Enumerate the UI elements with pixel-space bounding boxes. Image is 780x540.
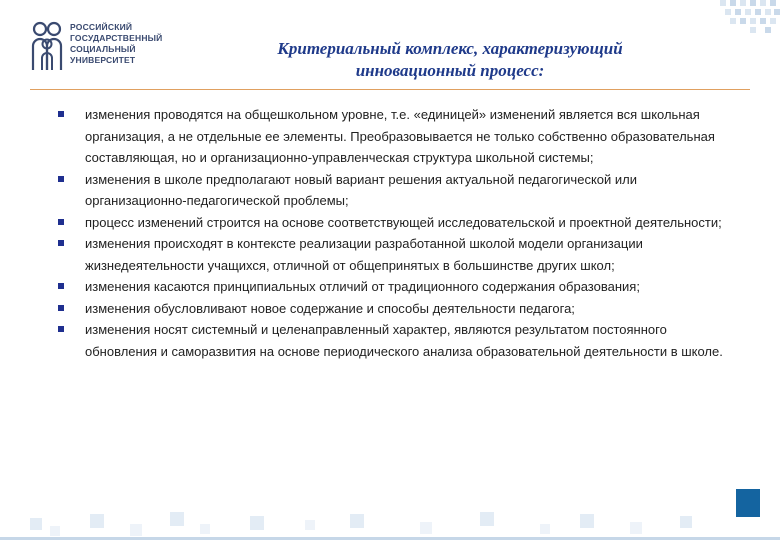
list-item bbox=[58, 233, 728, 276]
university-logo bbox=[30, 18, 170, 76]
decorative-pixel-pattern bbox=[720, 0, 780, 34]
logo-line-3: СОЦИАЛЬНЫЙ bbox=[70, 44, 136, 54]
square-bullet-icon bbox=[58, 219, 64, 225]
logo-line-4: УНИВЕРСИТЕТ bbox=[70, 55, 136, 65]
square-bullet-icon bbox=[58, 305, 64, 311]
square-bullet-icon bbox=[58, 283, 64, 289]
list-item-text: изменения обусловливают новое содержание и способы деятельности педагога; bbox=[85, 300, 575, 316]
university-name bbox=[70, 22, 190, 66]
list-item-text: изменения касаются принципиальных отличий от традиционного содержания образования; bbox=[85, 279, 640, 294]
logo-line-2: ГОСУДАРСТВЕННЫЙ bbox=[70, 33, 163, 43]
list-item-text: изменения проводятся на общешкольном уровне, т.е. «единицей» изменений является вся школьная организация, а не отдельные ее элементы. Преобразовывается не только собственно образовательная составляющая, но и организационно-управленческая структура школьной системы; bbox=[85, 107, 715, 165]
list-item-text: изменения носят системный и целенаправленный характер, являются результатом постоянного обновления и саморазвития на основе периодического анализа образовательной деятельности в школе. bbox=[85, 322, 723, 359]
decorative-footer-pattern bbox=[0, 504, 780, 540]
logo-line-1: РОССИЙСКИЙ bbox=[70, 22, 133, 32]
slide-title-line-1: Критериальный комплекс, характеризующий bbox=[277, 39, 623, 58]
list-item bbox=[58, 169, 728, 212]
title-divider bbox=[30, 89, 750, 90]
list-item bbox=[58, 319, 728, 362]
square-bullet-icon bbox=[58, 240, 64, 246]
square-bullet-icon bbox=[58, 326, 64, 332]
list-item-text: процесс изменений строится на основе соответствующей исследовательской и проектной деятельности; bbox=[85, 214, 722, 230]
list-item bbox=[58, 276, 728, 298]
criteria-list bbox=[58, 104, 728, 362]
accent-square bbox=[736, 489, 760, 517]
slide-title-line-2: инновационный процесс: bbox=[355, 61, 545, 80]
square-bullet-icon bbox=[58, 176, 64, 182]
slide-title bbox=[200, 38, 700, 82]
list-item-text: изменения происходят в контексте реализации разработанной школой модели организации жизнедеятельности учащихся, отличной от общепринятых в большинстве других школ; bbox=[85, 236, 643, 273]
people-logo-icon bbox=[30, 20, 66, 72]
list-item bbox=[58, 212, 728, 234]
list-item-text: изменения в школе предполагают новый вариант решения актуальной педагогической или организационно-педагогической проблемы; bbox=[85, 171, 637, 208]
list-item bbox=[58, 298, 728, 320]
square-bullet-icon bbox=[58, 111, 64, 117]
list-item bbox=[58, 104, 728, 169]
